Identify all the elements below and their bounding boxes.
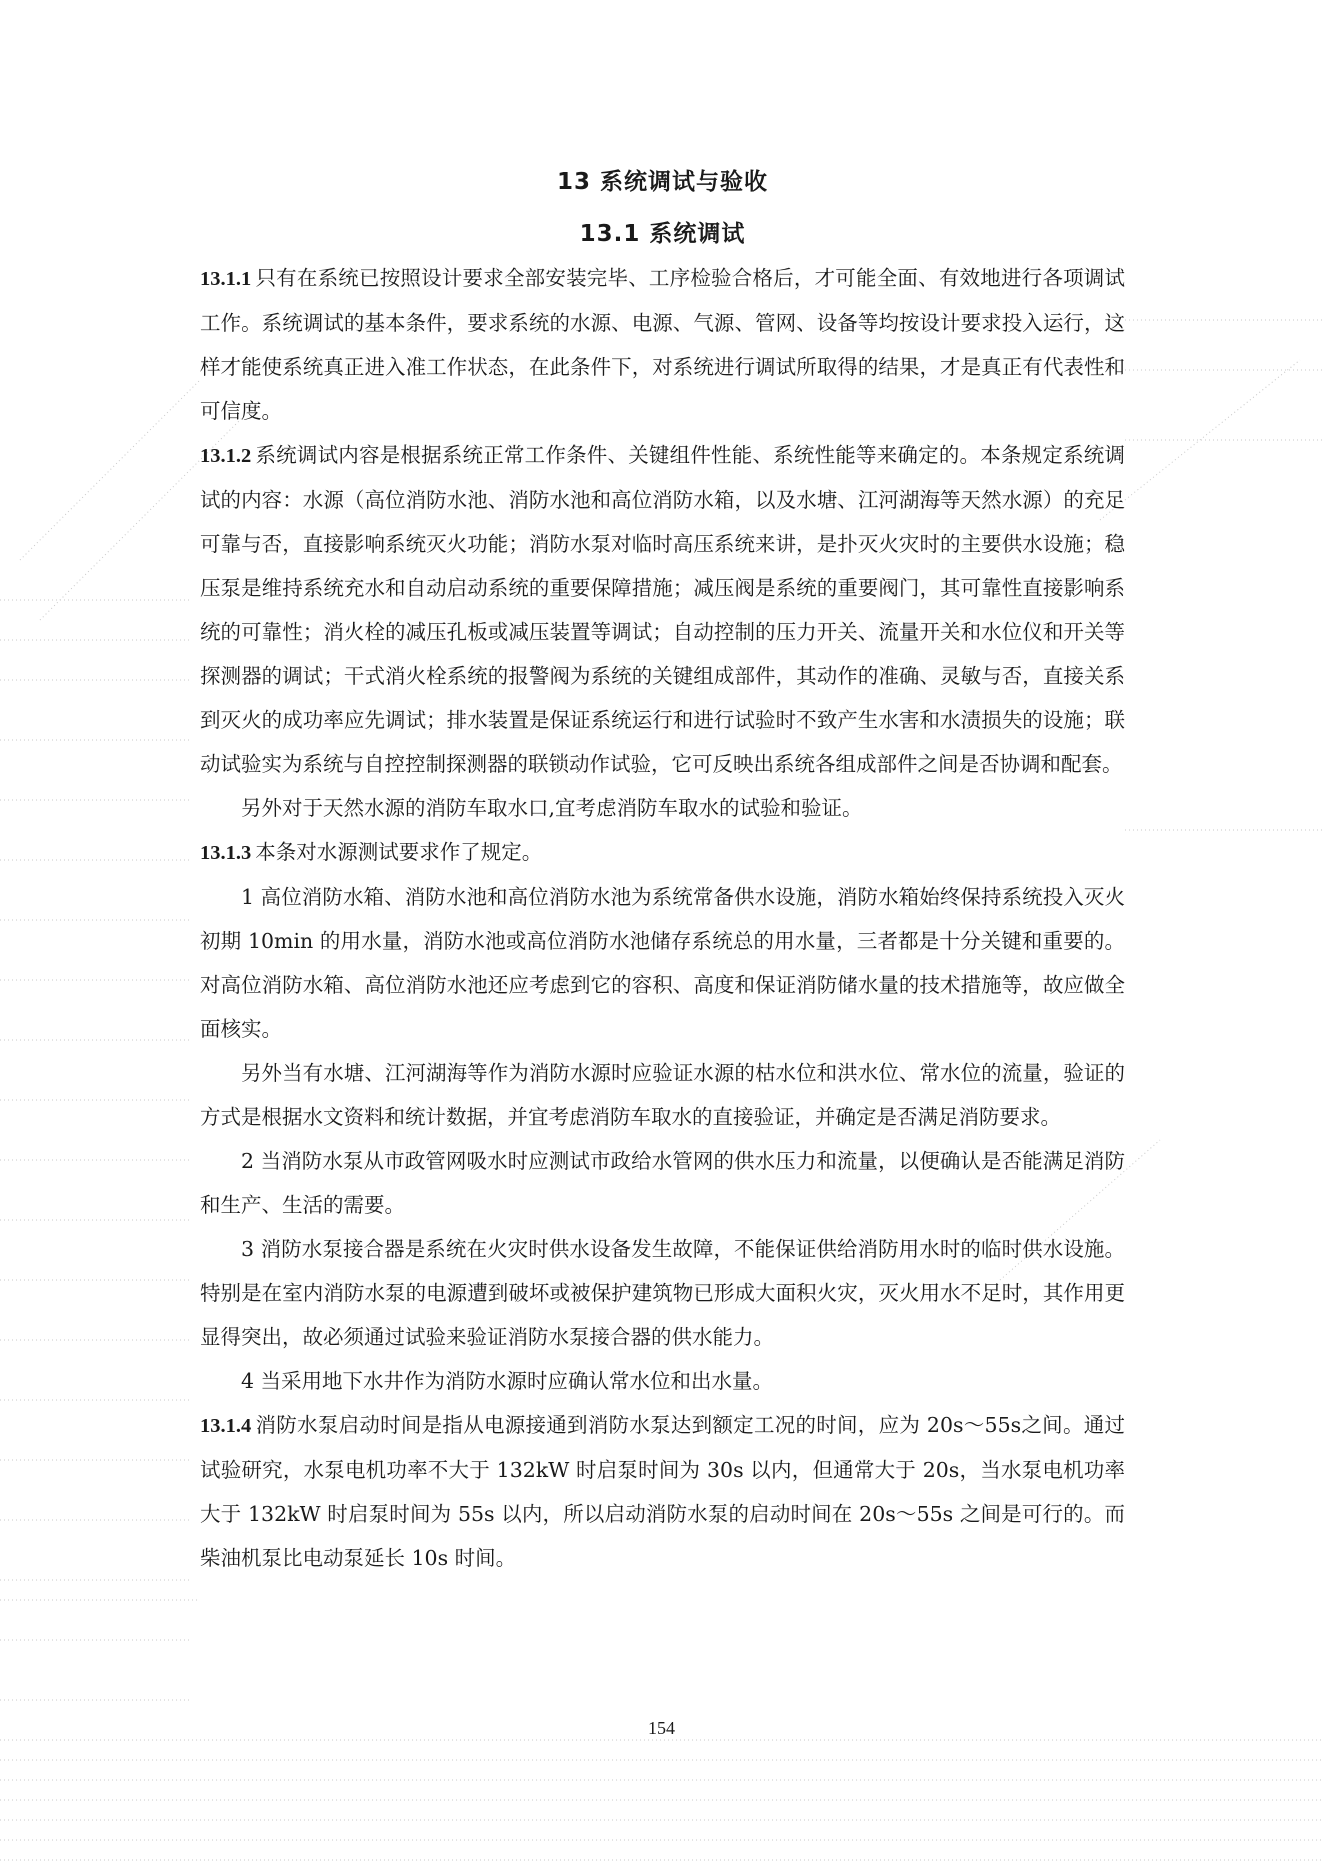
paragraph-text: 4 当采用地下水井作为消防水源时应确认常水位和出水量。 xyxy=(241,1369,774,1393)
paragraph-text: 2 当消防水泵从市政管网吸水时应测试市政给水管网的供水压力和流量，以便确认是否能满足消防和生产、生活的需要。 xyxy=(200,1149,1125,1217)
paragraph-text: 1 高位消防水箱、消防水池和高位消防水池为系统常备供水设施，消防水箱始终保持系统投入灭火初期 10min 的用水量，消防水池或高位消防水池储存系统总的用水量，三者都是十分关键和重要的。对高位消防水箱、高位消防水池还应考虑到它的容积、高度和保证消防储水量的技术措施等，故应做全面核实。 xyxy=(200,885,1125,1041)
page-number: 154 xyxy=(648,1718,675,1738)
clause-number: 13.1.4 xyxy=(200,1415,252,1437)
item-2-municipal-supply xyxy=(200,1139,1125,1227)
clause-number: 13.1.2 xyxy=(200,445,252,467)
paragraph-natural-water-intake xyxy=(200,786,1125,830)
document-body xyxy=(200,160,1125,1580)
clause-13-1-4 xyxy=(200,1403,1125,1580)
clause-text: 系统调试内容是根据系统正常工作条件、关键组件性能、系统性能等来确定的。本条规定系统调试的内容：水源（高位消防水池、消防水池和高位消防水箱，以及水塘、江河湖海等天然水源）的充足可靠与否，直接影响系统灭火功能；消防水泵对临时高压系统来讲，是扑灭火灾时的主要供水设施；稳压泵是维持系统充水和自动启动系统的重要保障措施；减压阀是系统的重要阀门，其可靠性直接影响系统的可靠性；消火栓的减压孔板或减压装置等调试；自动控制的压力开关、流量开关和水位仪和开关等探测器的调试；干式消火栓系统的报警阀为系统的关键组成部件，其动作的准确、灵敏与否，直接关系到灭火的成功率应先调试；排水装置是保证系统运行和进行试验时不致产生水害和水渍损失的设施；联动试验实为系统与自控控制探测器的联锁动作试验，它可反映出系统各组成部件之间是否协调和配套。 xyxy=(200,443,1125,776)
clause-number: 13.1.3 xyxy=(200,842,252,864)
clause-text: 本条对水源测试要求作了规定。 xyxy=(255,840,543,864)
paragraph-text: 3 消防水泵接合器是系统在火灾时供水设备发生故障，不能保证供给消防用水时的临时供水设施。特别是在室内消防水泵的电源遭到破坏或被保护建筑物已形成大面积火灾，灭火用水不足时，其作用更显得突出，故必须通过试验来验证消防水泵接合器的供水能力。 xyxy=(200,1237,1125,1349)
paragraph-text: 另外当有水塘、江河湖海等作为消防水源时应验证水源的枯水位和洪水位、常水位的流量，验证的方式是根据水文资料和统计数据，并宜考虑消防车取水的直接验证，并确定是否满足消防要求。 xyxy=(200,1061,1125,1129)
chapter-title: 13 系统调试与验收 xyxy=(556,169,768,195)
section-title: 13.1 系统调试 xyxy=(579,221,746,247)
clause-text: 消防水泵启动时间是指从电源接通到消防水泵达到额定工况的时间，应为 20s～55s之间。通过试验研究，水泵电机功率不大于 132kW 时启泵时间为 30s 以内，但通常大于 20s，当水泵电机功率大于 132kW 时启泵时间为 55s 以内，所以启动消防水泵的启动时间在 20s～55s 之间是可行的。而柴油机泵比电动泵延长 10s 时间。 xyxy=(200,1413,1125,1570)
item-1-water-tanks xyxy=(200,875,1125,1051)
item-4-groundwater-well xyxy=(200,1359,1125,1403)
clause-13-1-3 xyxy=(200,830,1125,875)
paragraph-natural-water-level xyxy=(200,1051,1125,1139)
item-3-pump-adapter xyxy=(200,1227,1125,1359)
clause-text: 只有在系统已按照设计要求全部安装完毕、工序检验合格后，才可能全面、有效地进行各项调试工作。系统调试的基本条件，要求系统的水源、电源、气源、管网、设备等均按设计要求投入运行，这样才能使系统真正进入准工作状态，在此条件下，对系统进行调试所取得的结果，才是真正有代表性和可信度。 xyxy=(200,266,1125,423)
clause-13-1-1 xyxy=(200,256,1125,433)
paragraph-text: 另外对于天然水源的消防车取水口,宜考虑消防车取水的试验和验证。 xyxy=(241,796,863,820)
clause-number: 13.1.1 xyxy=(200,268,252,290)
clause-13-1-2 xyxy=(200,433,1125,786)
